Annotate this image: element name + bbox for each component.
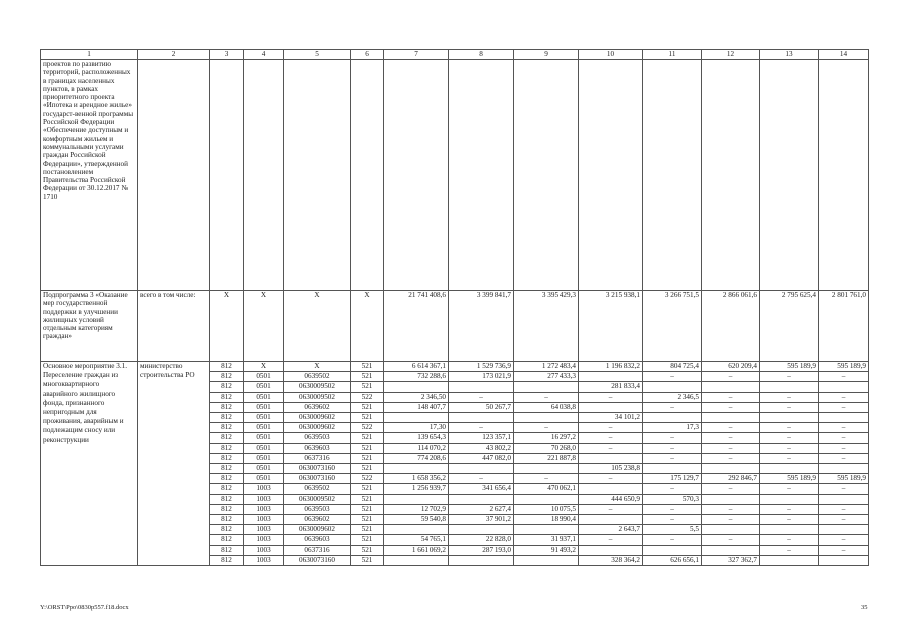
- table-cell: –: [760, 484, 819, 494]
- table-cell: 0630009502: [284, 392, 351, 402]
- table-cell: 0501: [244, 402, 284, 412]
- table-cell: –: [760, 515, 819, 525]
- table-cell: 0630073160: [284, 555, 351, 565]
- table-cell: [514, 413, 579, 423]
- table-cell: –: [819, 372, 869, 382]
- table-cell: 521: [351, 525, 384, 535]
- table-cell: 0639503: [284, 433, 351, 443]
- table-cell: –: [643, 433, 702, 443]
- table-cell: 812: [210, 515, 244, 525]
- table-cell: [702, 494, 760, 504]
- table-cell: 1 529 736,9: [449, 362, 514, 372]
- table-cell: 812: [210, 545, 244, 555]
- table-cell: 521: [351, 372, 384, 382]
- table-cell: 105 238,8: [579, 464, 643, 474]
- table-cell: 812: [210, 382, 244, 392]
- table-cell: 327 362,7: [702, 555, 760, 565]
- table-cell: [514, 555, 579, 565]
- table-cell: –: [819, 402, 869, 412]
- table-cell: 595 189,9: [760, 474, 819, 484]
- column-header: 10: [579, 50, 643, 60]
- column-header: 6: [351, 50, 384, 60]
- subprogram-name: Подпрограмма 3 «Оказание мер государственной поддержки в улучшении жилищных условий отдельным категориям граждан»: [41, 291, 138, 362]
- table-cell: 1 196 832,2: [579, 362, 643, 372]
- table-cell: 521: [351, 484, 384, 494]
- table-cell: –: [760, 535, 819, 545]
- table-cell: –: [702, 372, 760, 382]
- subprogram-year-7: 2 801 761,0: [819, 291, 869, 362]
- table-cell: 521: [351, 535, 384, 545]
- table-cell: [579, 545, 643, 555]
- table-cell: 521: [351, 433, 384, 443]
- table-cell: 812: [210, 525, 244, 535]
- subprogram-scope: всего в том числе:: [138, 291, 210, 362]
- table-cell: [579, 372, 643, 382]
- table-cell: 812: [210, 433, 244, 443]
- table-cell: 114 070,2: [384, 443, 449, 453]
- table-cell: [702, 382, 760, 392]
- table-cell: 0501: [244, 433, 284, 443]
- table-cell: –: [514, 474, 579, 484]
- table-cell: 17,30: [384, 423, 449, 433]
- table-cell: 812: [210, 484, 244, 494]
- table-cell: 16 297,2: [514, 433, 579, 443]
- table-cell: –: [702, 402, 760, 412]
- table-cell: –: [760, 453, 819, 463]
- table-cell: 0637316: [284, 545, 351, 555]
- table-cell: [514, 525, 579, 535]
- table-cell: 0639603: [284, 443, 351, 453]
- table-cell: 1003: [244, 525, 284, 535]
- table-cell: 0630009502: [284, 382, 351, 392]
- table-cell: 521: [351, 402, 384, 412]
- table-cell: 812: [210, 504, 244, 514]
- table-cell: 595 189,9: [760, 362, 819, 372]
- table-cell: 0639603: [284, 535, 351, 545]
- table-cell: 0637316: [284, 453, 351, 463]
- table-cell: 70 268,0: [514, 443, 579, 453]
- column-header: 11: [643, 50, 702, 60]
- table-cell: –: [579, 392, 643, 402]
- table-cell: 2 346,50: [384, 392, 449, 402]
- table-cell: 10 075,5: [514, 504, 579, 514]
- column-header: 12: [702, 50, 760, 60]
- column-header: 3: [210, 50, 244, 60]
- table-cell: 0501: [244, 453, 284, 463]
- table-cell: –: [819, 535, 869, 545]
- measure-executor: министерство строительства РО: [138, 362, 210, 566]
- table-cell: [384, 464, 449, 474]
- table-cell: 521: [351, 515, 384, 525]
- table-cell: –: [514, 392, 579, 402]
- table-cell: 812: [210, 464, 244, 474]
- table-cell: –: [579, 504, 643, 514]
- table-cell: –: [819, 443, 869, 453]
- table-cell: 0501: [244, 474, 284, 484]
- table-cell: –: [643, 443, 702, 453]
- table-cell: 812: [210, 413, 244, 423]
- table-cell: –: [702, 535, 760, 545]
- column-header: 2: [138, 50, 210, 60]
- column-header: 5: [284, 50, 351, 60]
- table-cell: 18 990,4: [514, 515, 579, 525]
- table-cell: –: [643, 535, 702, 545]
- intro-text: проектов по развитию территорий, расположенных в границах населенных пунктов, в рамках приоритетного проекта «Ипотека и арендное жилье» государст-венной программы Российской Федерации «Обеспечение доступным и комфортным жильем и коммунальными услугами граждан Российской Федерации», утвержденной постановлением Правительства Российской Федерации от 30.12.2017 № 1710: [41, 60, 138, 291]
- table-cell: [449, 413, 514, 423]
- table-cell: [449, 525, 514, 535]
- table-cell: [819, 555, 869, 565]
- table-cell: –: [819, 423, 869, 433]
- table-cell: 1003: [244, 484, 284, 494]
- table-cell: –: [643, 402, 702, 412]
- table-cell: 0501: [244, 464, 284, 474]
- table-cell: –: [643, 504, 702, 514]
- table-cell: 1003: [244, 545, 284, 555]
- table-cell: 43 802,2: [449, 443, 514, 453]
- table-cell: [643, 413, 702, 423]
- table-cell: 31 937,1: [514, 535, 579, 545]
- table-cell: –: [702, 504, 760, 514]
- table-cell: 0630073160: [284, 474, 351, 484]
- table-cell: 2 643,7: [579, 525, 643, 535]
- header-row: [41, 50, 869, 60]
- table-cell: 522: [351, 392, 384, 402]
- subprogram-c3: X: [210, 291, 244, 362]
- table-cell: 447 082,0: [449, 453, 514, 463]
- table-cell: [449, 494, 514, 504]
- table-cell: 444 650,9: [579, 494, 643, 504]
- table-cell: 1003: [244, 515, 284, 525]
- table-cell: 0501: [244, 413, 284, 423]
- table-cell: [579, 453, 643, 463]
- column-header: 14: [819, 50, 869, 60]
- table-cell: 812: [210, 392, 244, 402]
- table-cell: 521: [351, 545, 384, 555]
- table-cell: 91 493,2: [514, 545, 579, 555]
- table-cell: –: [760, 443, 819, 453]
- table-cell: –: [643, 484, 702, 494]
- table-cell: –: [819, 392, 869, 402]
- table-cell: [643, 545, 702, 555]
- measure-name: Основное мероприятие 3.1. Переселение граждан из многоквартирного аварийного жилищного фонда, признанного непригодным для проживания, аварийным и подлежащим сносу или реконструкции: [41, 362, 138, 566]
- table-cell: [702, 525, 760, 535]
- subprogram-c5: X: [284, 291, 351, 362]
- table-cell: [384, 494, 449, 504]
- table-cell: –: [702, 392, 760, 402]
- table-cell: –: [760, 433, 819, 443]
- table-cell: [702, 464, 760, 474]
- page-number: 35: [861, 604, 868, 611]
- table-cell: 732 288,6: [384, 372, 449, 382]
- table-cell: [760, 382, 819, 392]
- table-cell: 804 725,4: [643, 362, 702, 372]
- subprogram-c6: X: [351, 291, 384, 362]
- table-cell: 34 101,2: [579, 413, 643, 423]
- table-cell: 595 189,9: [819, 362, 869, 372]
- table-cell: –: [449, 392, 514, 402]
- table-cell: 470 062,1: [514, 484, 579, 494]
- table-cell: 148 407,7: [384, 402, 449, 412]
- table-cell: –: [819, 453, 869, 463]
- table-cell: [702, 545, 760, 555]
- table-cell: 287 193,0: [449, 545, 514, 555]
- table-cell: X: [244, 362, 284, 372]
- table-cell: 64 038,8: [514, 402, 579, 412]
- table-cell: 812: [210, 555, 244, 565]
- table-cell: [760, 413, 819, 423]
- subprogram-year-5: 2 866 061,6: [702, 291, 760, 362]
- table-cell: [819, 413, 869, 423]
- table-cell: 812: [210, 474, 244, 484]
- table-cell: –: [579, 443, 643, 453]
- table-cell: –: [702, 453, 760, 463]
- table-cell: 812: [210, 535, 244, 545]
- table-cell: 521: [351, 555, 384, 565]
- table-cell: [819, 494, 869, 504]
- table-cell: 0501: [244, 443, 284, 453]
- table-cell: [384, 413, 449, 423]
- table-cell: [449, 555, 514, 565]
- table-cell: [514, 494, 579, 504]
- budget-table: [40, 49, 869, 566]
- table-cell: 570,3: [643, 494, 702, 504]
- table-cell: 277 433,3: [514, 372, 579, 382]
- subprogram-c4: X: [244, 291, 284, 362]
- column-header: 8: [449, 50, 514, 60]
- table-cell: 54 765,1: [384, 535, 449, 545]
- table-cell: 292 846,7: [702, 474, 760, 484]
- table-cell: –: [819, 504, 869, 514]
- table-cell: 522: [351, 423, 384, 433]
- table-cell: 521: [351, 443, 384, 453]
- table-cell: –: [702, 443, 760, 453]
- table-cell: 22 828,0: [449, 535, 514, 545]
- table-cell: [449, 464, 514, 474]
- table-cell: 0639602: [284, 515, 351, 525]
- table-cell: –: [579, 474, 643, 484]
- table-cell: 2 346,5: [643, 392, 702, 402]
- column-header: 1: [41, 50, 138, 60]
- table-cell: 139 654,3: [384, 433, 449, 443]
- table-cell: 5,5: [643, 525, 702, 535]
- table-cell: –: [449, 474, 514, 484]
- table-cell: –: [702, 484, 760, 494]
- intro-row: [41, 60, 869, 291]
- table-cell: 1 661 069,2: [384, 545, 449, 555]
- table-cell: [819, 464, 869, 474]
- table-cell: –: [643, 453, 702, 463]
- table-cell: 17,3: [643, 423, 702, 433]
- table-cell: [760, 525, 819, 535]
- table-cell: [643, 464, 702, 474]
- table-cell: [819, 525, 869, 535]
- table-cell: –: [643, 372, 702, 382]
- table-cell: 812: [210, 443, 244, 453]
- table-cell: 0639502: [284, 484, 351, 494]
- table-cell: 1 658 356,2: [384, 474, 449, 484]
- table-cell: 328 364,2: [579, 555, 643, 565]
- table-cell: 221 887,8: [514, 453, 579, 463]
- table-cell: 281 833,4: [579, 382, 643, 392]
- table-cell: 774 208,6: [384, 453, 449, 463]
- table-cell: 0630009502: [284, 494, 351, 504]
- column-header: 13: [760, 50, 819, 60]
- table-cell: 0630009602: [284, 423, 351, 433]
- table-cell: 1 256 939,7: [384, 484, 449, 494]
- table-cell: 812: [210, 423, 244, 433]
- table-cell: 812: [210, 494, 244, 504]
- table-cell: 521: [351, 453, 384, 463]
- table-cell: –: [702, 433, 760, 443]
- table-cell: –: [449, 423, 514, 433]
- table-cell: –: [819, 545, 869, 555]
- table-cell: [702, 413, 760, 423]
- table-cell: 0639502: [284, 372, 351, 382]
- table-cell: 1003: [244, 494, 284, 504]
- table-cell: [760, 494, 819, 504]
- table-cell: –: [579, 535, 643, 545]
- table-cell: X: [284, 362, 351, 372]
- table-cell: –: [760, 545, 819, 555]
- table-cell: 521: [351, 362, 384, 372]
- table-cell: –: [819, 515, 869, 525]
- table-cell: 37 901,2: [449, 515, 514, 525]
- table-cell: [384, 382, 449, 392]
- subprogram-year-6: 2 795 625,4: [760, 291, 819, 362]
- table-cell: –: [702, 423, 760, 433]
- table-cell: 0501: [244, 392, 284, 402]
- table-cell: 0630009602: [284, 413, 351, 423]
- table-cell: 521: [351, 494, 384, 504]
- table-cell: 173 021,9: [449, 372, 514, 382]
- table-cell: 0639602: [284, 402, 351, 412]
- table-cell: [819, 382, 869, 392]
- table-cell: 2 627,4: [449, 504, 514, 514]
- table-cell: [514, 382, 579, 392]
- table-row: [41, 362, 869, 372]
- table-cell: [643, 382, 702, 392]
- table-cell: 6 614 367,1: [384, 362, 449, 372]
- column-header: 7: [384, 50, 449, 60]
- table-cell: 812: [210, 372, 244, 382]
- table-cell: –: [760, 402, 819, 412]
- table-cell: 50 267,7: [449, 402, 514, 412]
- column-header: 4: [244, 50, 284, 60]
- subprogram-row: [41, 291, 869, 362]
- table-cell: 1003: [244, 504, 284, 514]
- table-cell: 175 129,7: [643, 474, 702, 484]
- table-cell: –: [702, 515, 760, 525]
- table-cell: [579, 515, 643, 525]
- table-cell: 0501: [244, 382, 284, 392]
- table-cell: [514, 464, 579, 474]
- subprogram-total: 21 741 408,6: [384, 291, 449, 362]
- subprogram-year-2: 3 395 429,3: [514, 291, 579, 362]
- table-cell: 341 656,4: [449, 484, 514, 494]
- table-cell: 0630073160: [284, 464, 351, 474]
- table-cell: [449, 382, 514, 392]
- table-cell: 812: [210, 362, 244, 372]
- table-cell: 123 357,1: [449, 433, 514, 443]
- table-cell: –: [819, 433, 869, 443]
- table-cell: [579, 402, 643, 412]
- table-cell: [384, 555, 449, 565]
- table-cell: [760, 555, 819, 565]
- table-cell: 1003: [244, 535, 284, 545]
- table-cell: 812: [210, 402, 244, 412]
- table-cell: 59 540,8: [384, 515, 449, 525]
- table-cell: –: [643, 515, 702, 525]
- table-cell: –: [579, 433, 643, 443]
- column-header: 9: [514, 50, 579, 60]
- table-cell: [760, 464, 819, 474]
- table-cell: 0630009602: [284, 525, 351, 535]
- table-cell: –: [760, 372, 819, 382]
- table-cell: 1 272 483,4: [514, 362, 579, 372]
- subprogram-year-3: 3 215 938,1: [579, 291, 643, 362]
- table-cell: 1003: [244, 555, 284, 565]
- table-cell: –: [760, 423, 819, 433]
- table-cell: 0639503: [284, 504, 351, 514]
- footer-file-path: Y:\ORST\Ppo\0830p557.f18.docx: [40, 604, 129, 611]
- table-cell: 0501: [244, 372, 284, 382]
- table-cell: 595 189,9: [819, 474, 869, 484]
- table-cell: 626 656,1: [643, 555, 702, 565]
- table-cell: 12 702,9: [384, 504, 449, 514]
- table-cell: 521: [351, 382, 384, 392]
- subprogram-year-1: 3 399 841,7: [449, 291, 514, 362]
- table-cell: –: [579, 423, 643, 433]
- table-cell: 620 209,4: [702, 362, 760, 372]
- table-cell: 522: [351, 474, 384, 484]
- table-cell: 812: [210, 453, 244, 463]
- table-cell: 0501: [244, 423, 284, 433]
- table-cell: 521: [351, 504, 384, 514]
- table-cell: 521: [351, 413, 384, 423]
- table-cell: –: [760, 392, 819, 402]
- table-cell: [579, 484, 643, 494]
- table-cell: –: [514, 423, 579, 433]
- table-cell: 521: [351, 464, 384, 474]
- table-cell: –: [760, 504, 819, 514]
- table-cell: –: [819, 484, 869, 494]
- subprogram-year-4: 3 266 751,5: [643, 291, 702, 362]
- table-cell: [384, 525, 449, 535]
